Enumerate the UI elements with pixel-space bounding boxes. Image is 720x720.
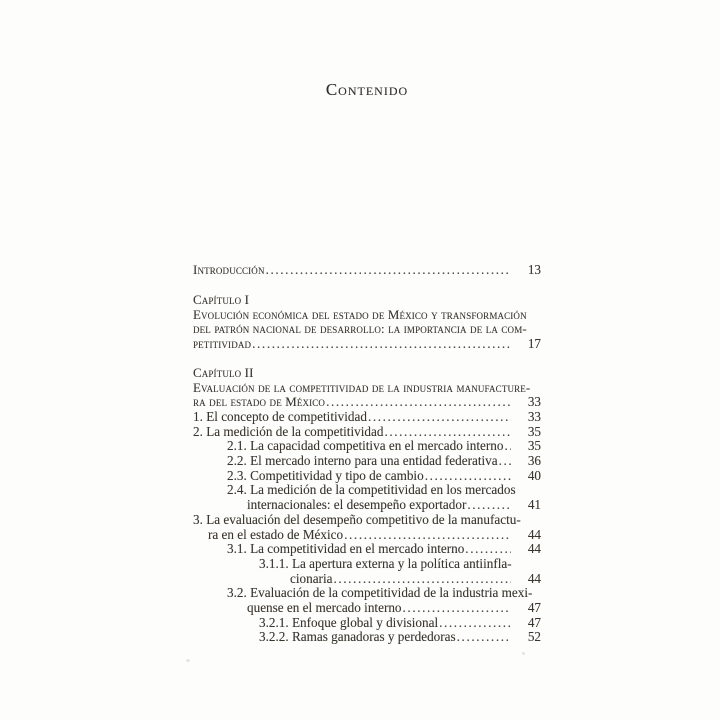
dot-leader — [344, 528, 511, 543]
toc-page-number: 13 — [527, 262, 541, 277]
toc-entry-text: cionaria — [290, 570, 333, 586]
dot-leader — [457, 630, 511, 645]
toc-entry — [193, 410, 541, 425]
toc-entry-text: 3.2.2. Ramas ganadoras y perdedoras — [259, 629, 456, 645]
toc-entry-text: Evaluación de la competitividad de la industria manufacture- — [193, 380, 531, 395]
toc-entry-text: Introducción — [193, 263, 265, 277]
toc-entry-text: 1. El concepto de competitividad — [193, 408, 367, 424]
toc-page-number: 47 — [527, 614, 541, 630]
toc-entry — [193, 381, 541, 396]
toc-page-number: 44 — [527, 541, 541, 557]
dot-leader — [439, 616, 511, 631]
toc-entry-text: petitividad — [193, 337, 252, 352]
scan-speck — [522, 652, 525, 655]
dot-leader — [333, 572, 511, 587]
toc-page-number: 35 — [527, 423, 541, 439]
dot-leader — [504, 439, 511, 454]
toc-entry-text: 3.2.1. Enfoque global y divisional — [259, 614, 439, 630]
toc-entry-text: del patrón nacional de desarrollo: la importancia de la com- — [193, 322, 527, 337]
toc-page-number: 36 — [527, 453, 541, 469]
toc-entry-text: 3.2. Evaluación de la competitividad de la industria mexi- — [227, 585, 533, 601]
table-of-contents — [193, 263, 541, 645]
toc-entry — [193, 483, 541, 498]
dot-leader — [465, 542, 511, 557]
toc-page-number: 17 — [527, 336, 541, 352]
toc-page-number: 52 — [527, 629, 541, 645]
toc-entry-text: 3.1. La competitividad en el mercado interno — [227, 541, 465, 557]
toc-entry-text: 2.4. La medición de la competitividad en los mercados — [227, 482, 516, 498]
toc-entry — [193, 630, 541, 645]
toc-page-number: 47 — [527, 600, 541, 616]
toc-entry — [193, 263, 541, 278]
scan-speck — [186, 659, 190, 662]
toc-entry-text: 3.1.1. La apertura externa y la política antiinfla- — [259, 555, 512, 571]
toc-entry — [193, 308, 541, 323]
toc-entry — [193, 557, 541, 572]
toc-entry — [193, 439, 541, 454]
toc-page-number: 33 — [527, 394, 541, 410]
toc-page-number: 41 — [527, 497, 541, 513]
page-title: Contenido — [325, 80, 409, 99]
toc-entry-text: 2.2. El mercado interno para una entidad federativa — [227, 453, 498, 469]
dot-leader — [252, 337, 511, 352]
toc-entry — [193, 337, 541, 352]
toc-page-number: 33 — [527, 408, 541, 424]
toc-entry-text: Capítulo I — [193, 293, 250, 307]
toc-entry — [193, 513, 541, 528]
toc-entry — [193, 425, 541, 440]
toc-entry — [193, 293, 541, 308]
toc-entry-text: 3. La evaluación del desempeño competitivo de la manufactu- — [193, 511, 521, 527]
toc-entry-text: 2. La medición de la competitividad — [193, 423, 384, 439]
toc-entry-text: Evolución económica del estado de México y transformación — [193, 307, 527, 322]
dot-leader — [326, 395, 511, 410]
toc-entry — [193, 572, 541, 587]
dot-leader — [266, 263, 511, 278]
toc-entry — [193, 528, 541, 543]
toc-entry-text: 2.3. Competitividad y tipo de cambio — [227, 467, 424, 483]
toc-entry — [193, 601, 541, 616]
toc-entry-text: quense en el mercado interno — [247, 600, 402, 616]
toc-entry — [193, 454, 541, 469]
toc-page-number: 44 — [527, 570, 541, 586]
toc-entry — [193, 322, 541, 337]
toc-entry — [193, 366, 541, 381]
toc-page-number: 44 — [527, 526, 541, 542]
dot-leader — [384, 425, 511, 440]
toc-entry — [193, 498, 541, 513]
toc-entry-text: Capítulo II — [193, 365, 254, 380]
toc-entry — [193, 469, 541, 484]
toc-entry-text: internacionales: el desempeño exportador — [247, 497, 467, 513]
toc-entry — [193, 616, 541, 631]
dot-leader — [403, 601, 511, 616]
toc-entry — [193, 542, 541, 557]
toc-page-number: 35 — [527, 438, 541, 454]
dot-leader — [467, 498, 511, 513]
dot-leader — [425, 469, 511, 484]
toc-entry-text: ra del estado de México — [193, 395, 326, 410]
dot-leader — [368, 410, 511, 425]
toc-entry — [193, 586, 541, 601]
toc-entry-text: ra en el estado de México — [208, 526, 344, 542]
toc-page-number: 40 — [527, 467, 541, 483]
toc-entry — [193, 395, 541, 410]
toc-entry-text: 2.1. La capacidad competitiva en el mercado interno — [227, 438, 504, 454]
dot-leader — [499, 454, 511, 469]
